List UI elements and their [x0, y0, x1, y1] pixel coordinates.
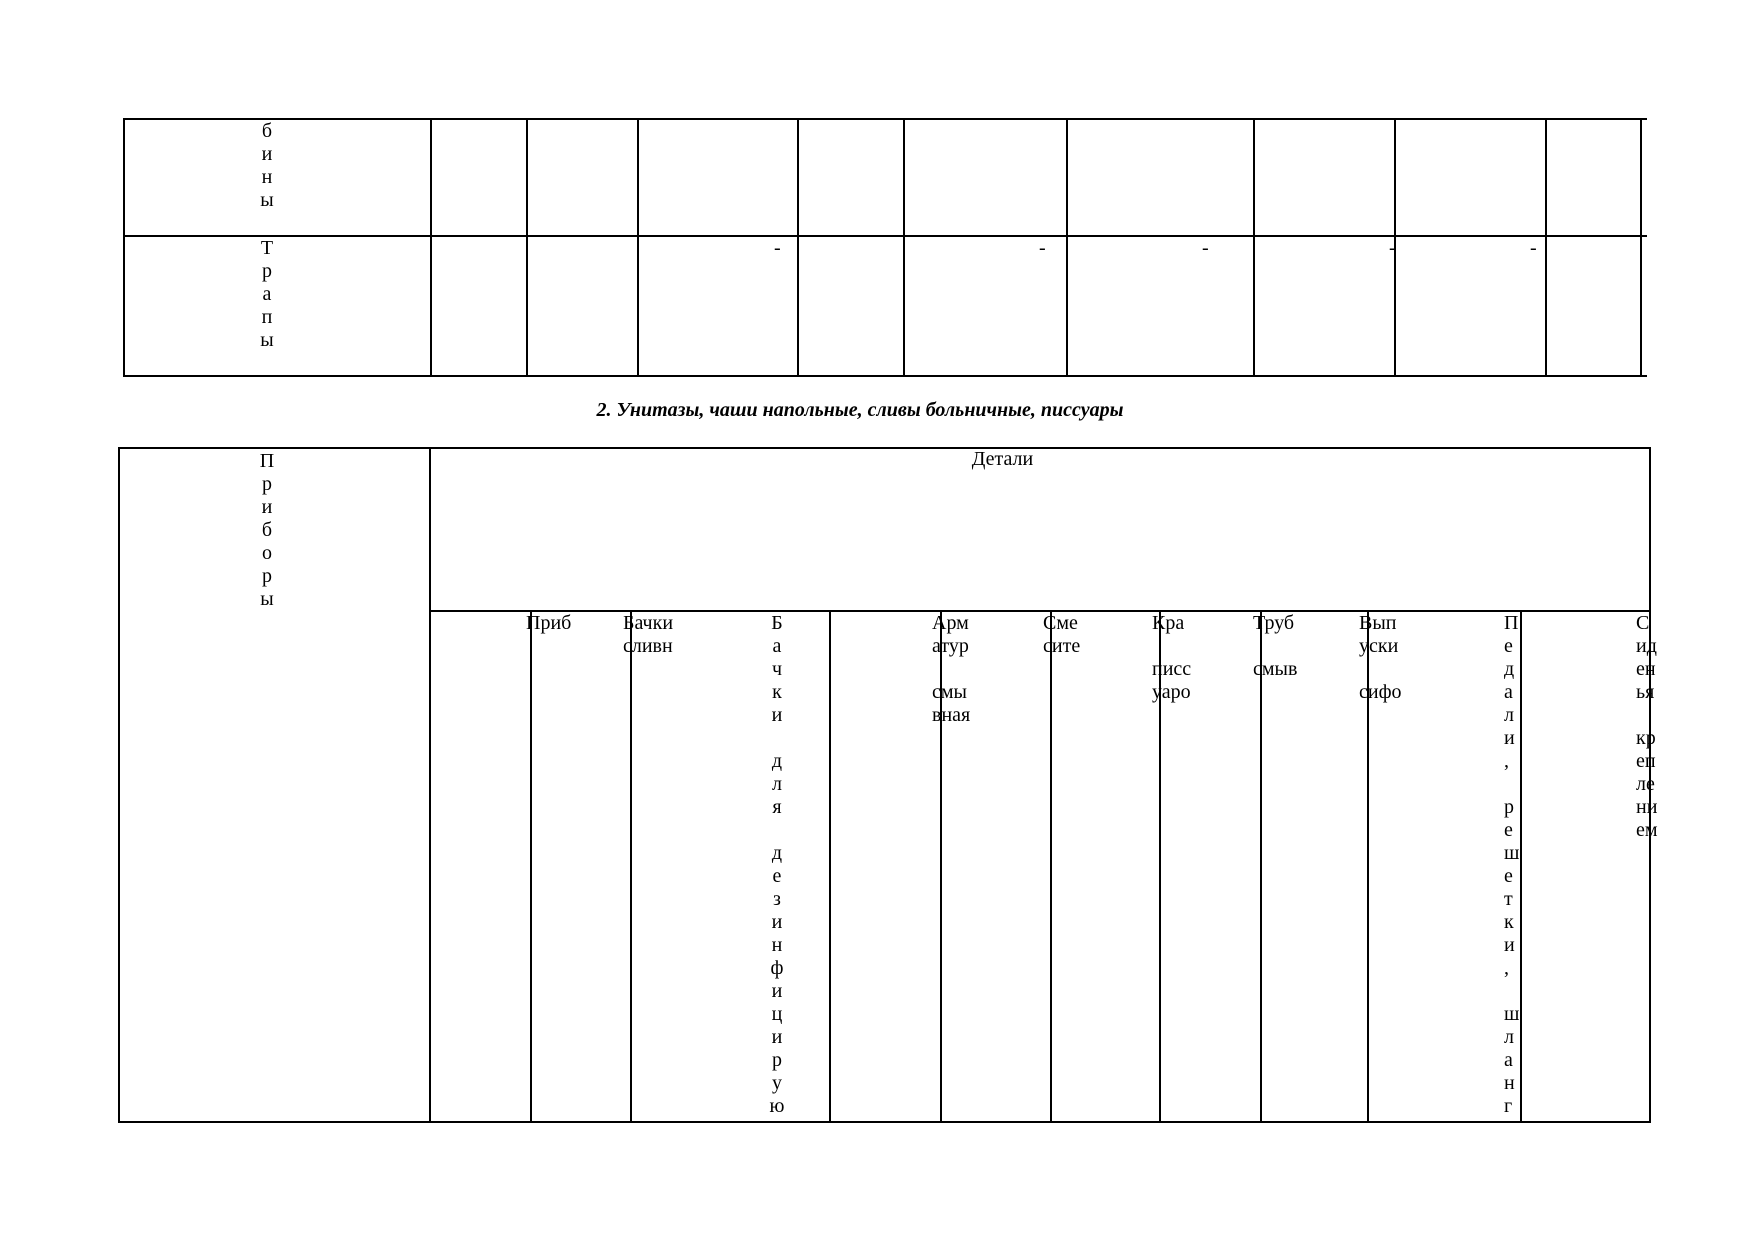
table-2-col-line — [630, 610, 632, 1123]
table-2-col-header: Б а ч к и д л я д е з и н ф и ц и р у ю — [769, 612, 785, 1117]
table-2-col-header: Бачки сливн — [623, 612, 674, 657]
table-1-col-line — [430, 118, 432, 377]
table-1-bottom-border — [123, 375, 1647, 377]
table-1-col-line — [903, 118, 905, 377]
table-2-col-header: П е д а л и , р е ш е т к и , ш л а н г — [1504, 612, 1520, 1117]
table-1-dash: - — [1039, 237, 1046, 259]
table-2-header-devices: П р и б о р ы — [259, 450, 275, 610]
table-1-dash: - — [1202, 237, 1209, 259]
table-2-left-border — [118, 447, 120, 1123]
table-2-col-header: С ид ен ья кр еп ле ни ем — [1636, 612, 1658, 841]
table-1-row-label: Т р а п ы — [260, 237, 274, 351]
table-1-col-line — [1545, 118, 1547, 377]
table-1-col-line — [1066, 118, 1068, 377]
table-2-header-details: Детали — [971, 448, 1034, 470]
table-2-header-divider — [429, 610, 1651, 612]
table-1-dash: - — [774, 237, 781, 259]
table-2-col-header: Вып уски сифо — [1359, 612, 1402, 703]
table-1-col-line — [1640, 118, 1642, 377]
table-2-bottom-border — [118, 1121, 1651, 1123]
table-2-col-line — [1050, 610, 1052, 1123]
table-1-row-divider — [123, 235, 1647, 237]
table-2-col-header: Сме сите — [1043, 612, 1081, 657]
table-2-col-header: Арм атур смы вная — [932, 612, 971, 726]
table-1-col-line — [1253, 118, 1255, 377]
table-1-dash: - — [1530, 237, 1537, 259]
table-1-col-line — [797, 118, 799, 377]
table-2-col-header: Кра писс уаро — [1152, 612, 1192, 703]
table-2-col-line — [1520, 610, 1522, 1123]
table-2-col-line — [1260, 610, 1262, 1123]
table-1-row-label: б и н ы — [260, 120, 274, 211]
table-2-col-header: Приб — [526, 612, 572, 634]
table-1-col-line — [637, 118, 639, 377]
table-1-top-border — [123, 118, 1647, 120]
section-title: 2. Унитазы, чаши напольные, сливы больничные, писсуары — [596, 399, 1124, 421]
table-1-dash: - — [1389, 237, 1396, 259]
table-2-col-line — [429, 447, 431, 1123]
table-2-col-header: Труб смыв — [1253, 612, 1298, 680]
table-2-col-line — [530, 610, 532, 1123]
table-1-col-line — [526, 118, 528, 377]
table-2-col-line — [829, 610, 831, 1123]
table-1-col-line — [123, 118, 125, 377]
